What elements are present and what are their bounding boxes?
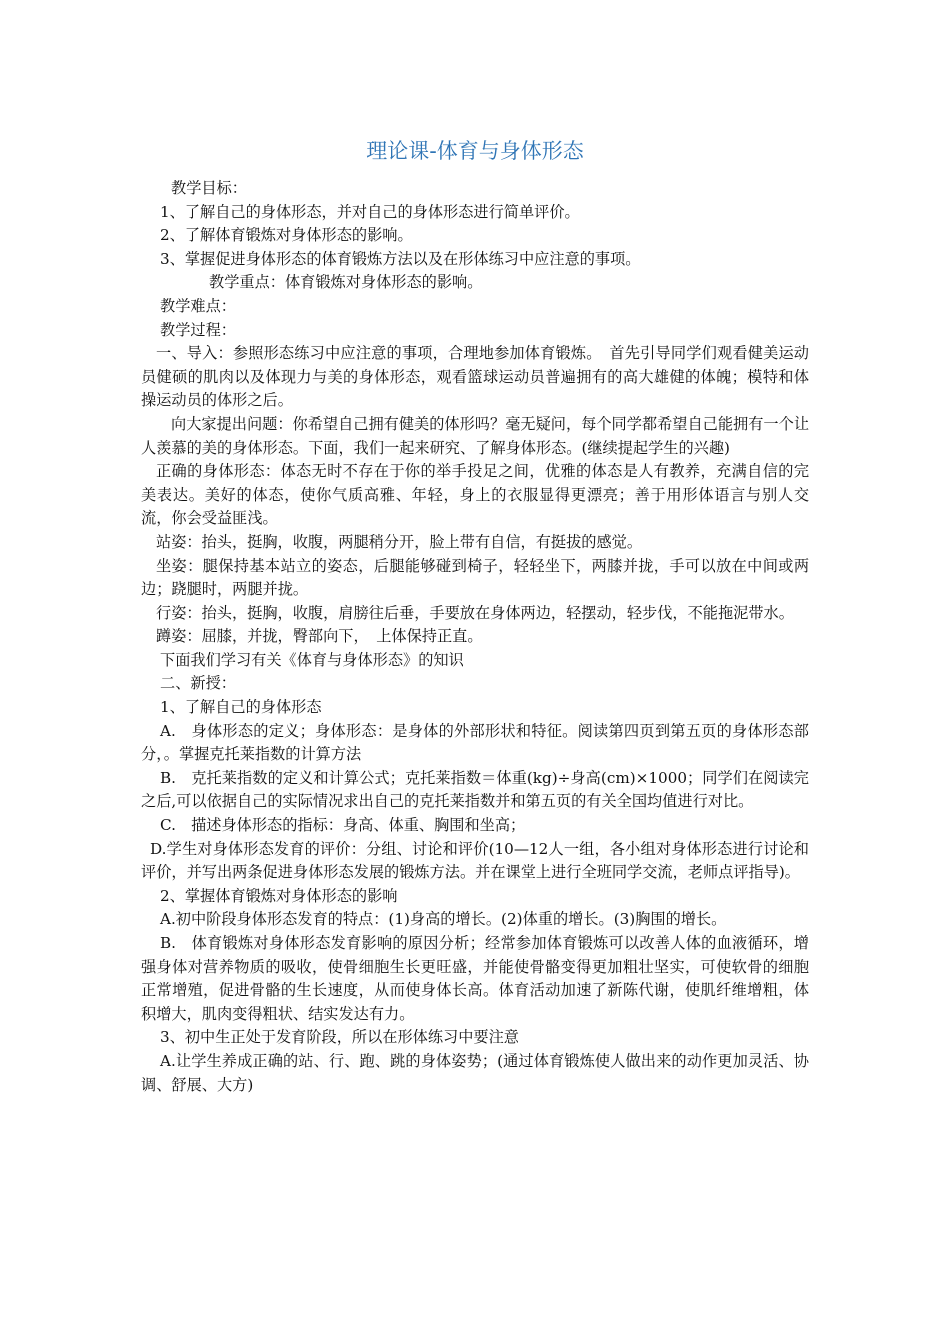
paragraph-goal-3: 3、掌握促进身体形态的体育锻炼方法以及在形体练习中应注意的事项。: [160, 249, 641, 268]
paragraph-section-3-a: A.让学生养成正确的站、行、跑、跳的身体姿势；(通过体育锻炼使人做出来的动作更加灵活、协调、舒展、大方): [141, 1051, 809, 1094]
paragraph-difficulty: 教学难点：: [160, 296, 236, 315]
paragraph-section-3: 3、初中生正处于发育阶段，所以在形体练习中要注意: [160, 1028, 519, 1047]
paragraph-item-b: B. 克托莱指数的定义和计算公式；克托莱指数＝体重(kg)÷身高(cm)×1000；同学们在阅读完之后,可以依据自己的实际情况求出自己的克托莱指数并和第五页的有关全国均值进行对比。: [141, 768, 809, 811]
paragraph-section-2: 2、掌握体育锻炼对身体形态的影响: [160, 886, 398, 905]
paragraph-sitting: 坐姿：腿保持基本站立的姿态，后腿能够碰到椅子，轻轻坐下，两膝并拢，手可以放在中间或两边；跷腿时，两腿并拢。: [141, 556, 809, 599]
paragraph-process: 教学过程：: [160, 320, 236, 339]
paragraph-teaching-goals: 教学目标：: [171, 179, 247, 197]
paragraph-item-c: C. 描述身体形态的指标：身高、体重、胸围和坐高；: [160, 816, 526, 835]
document-title: 理论课-体育与身体形态: [366, 139, 584, 163]
paragraph-new-lesson: 二、新授：: [160, 674, 236, 693]
paragraph-walking: 行姿：抬头，挺胸，收腹，肩膀往后垂，手要放在身体两边，轻摆动，轻步伐，不能拖泥带水。: [156, 603, 794, 622]
paragraph-item-a: A. 身体形态的定义；身体形态：是身体的外部形状和特征。阅读第四页到第五页的身体形态部分，。掌握克托莱指数的计算方法: [141, 721, 809, 764]
paragraph-goal-1: 1、了解自己的身体形态，并对自己的身体形态进行简单评价。: [160, 202, 580, 221]
paragraph-introduction: 一、导入：参照形态练习中应注意的事项，合理地参加体育锻炼。 首先引导同学们观看健美运动员健硕的肌肉以及体现力与美的身体形态，观看篮球运动员普遍拥有的高大雄健的体魄；模特和体操运动员的体形之后。: [141, 344, 809, 410]
paragraph-section-2-a: A.初中阶段身体形态发育的特点：(1)身高的增长。(2)体重的增长。(3)胸围的增长。: [160, 910, 727, 929]
paragraph-squatting: 蹲姿：屈膝，并拢，臀部向下， 上体保持正直。: [156, 627, 483, 646]
paragraph-key-point: 教学重点：体育锻炼对身体形态的影响。: [209, 273, 483, 292]
paragraph-correct-posture: 正确的身体形态：体态无时不存在于你的举手投足之间，优雅的体态是人有教养，充满自信的完美表达。美好的体态，使你气质高雅、年轻，身上的衣服显得更漂亮；善于用形体语言与别人交流，你会受益匪浅。: [141, 462, 809, 528]
paragraph-section-1: 1、了解自己的身体形态: [160, 698, 322, 717]
paragraph-goal-2: 2、了解体育锻炼对身体形态的影响。: [160, 226, 413, 245]
paragraph-item-d: D.学生对身体形态发育的评价：分组、讨论和评价(10—12人一组，各小组对身体形态进行讨论和评价，并写出两条促进身体形态发展的锻炼方法。并在课堂上进行全班同学交流，老师点评指导)。: [141, 839, 809, 882]
document-body: [141, 177, 809, 1097]
paragraph-section-2-b: B. 体育锻炼对身体形态发育影响的原因分析；经常参加体育锻炼可以改善人体的血液循环，增强身体对营养物质的吸收，使骨细胞生长更旺盛，并能使骨骼变得更加粗壮坚实，可使软骨的细胞正常增殖，促进骨骼的生长速度，从而使身体长高。体育活动加速了新陈代谢，使肌纤维增粗，体积增大，肌肉变得粗状、结实发达有力。: [141, 934, 809, 1023]
paragraph-standing: 站姿：抬头，挺胸，收腹，两腿稍分开，脸上带有自信，有挺拔的感觉。: [156, 532, 642, 551]
paragraph-lesson-intro: 下面我们学习有关《体育与身体形态》的知识: [160, 650, 464, 669]
paragraph-question: 向大家提出问题：你希望自己拥有健美的体形吗？毫无疑问，每个同学都希望自己能拥有一个让人羡慕的美的身体形态。下面，我们一起来研究、了解身体形态。(继续提起学生的兴趣): [141, 414, 809, 457]
